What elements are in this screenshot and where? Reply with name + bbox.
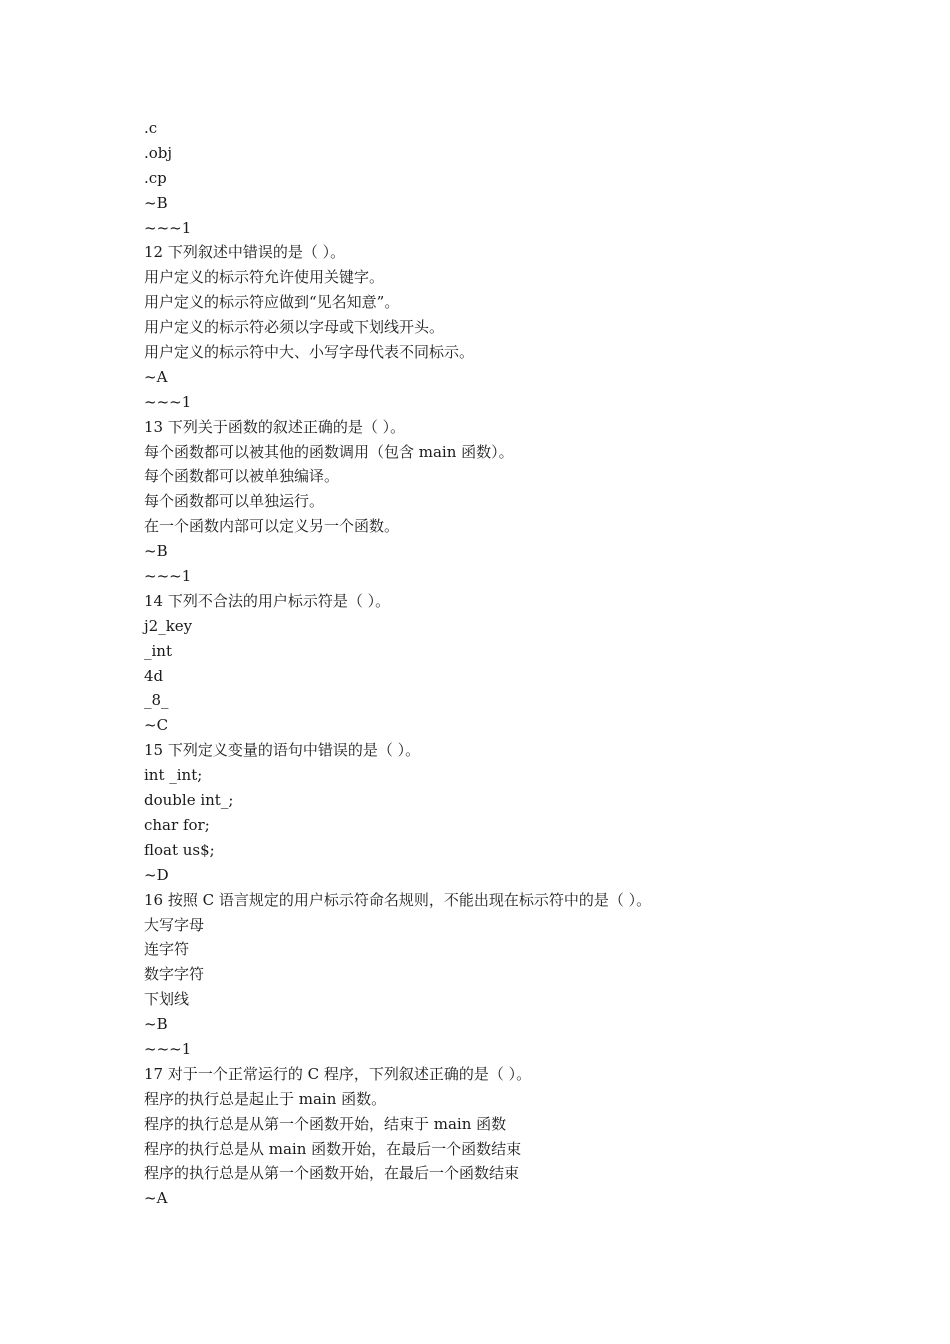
text-line: 程序的执行总是从第一个函数开始，在最后一个函数结束 (144, 1164, 520, 1183)
text-line: 每个函数都可以被单独编译。 (144, 467, 340, 486)
text-line: .c (144, 119, 158, 137)
text-line: 每个函数都可以被其他的函数调用（包含 main 函数）。 (144, 442, 514, 461)
text-line: int _int; (144, 766, 203, 785)
text-line: 用户定义的标示符允许使用关键字。 (144, 268, 385, 287)
text-line: ~A (144, 1189, 168, 1208)
text-line: 12 下列叙述中错误的是（ ）。 (144, 243, 346, 262)
text-line: ~~~1 (144, 392, 192, 411)
text-line: _8_ (144, 691, 169, 710)
text-line: double int_; (144, 791, 234, 810)
text-line: 用户定义的标示符应做到“见名知意”。 (144, 293, 400, 312)
text-line: 14 下列不合法的用户标示符是（ ）。 (144, 591, 391, 610)
text-line: 用户定义的标示符中大、小写字母代表不同标示。 (144, 343, 475, 362)
text-line: 用户定义的标示符必须以字母或下划线开头。 (144, 318, 445, 337)
text-line: 大写字母 (144, 915, 205, 934)
text-line: ~B (144, 193, 168, 212)
text-line: 连字符 (144, 940, 190, 959)
text-line: ~~~1 (144, 1039, 192, 1058)
text-line: 4d (144, 666, 164, 685)
text-line: .obj (144, 143, 173, 162)
text-line: 程序的执行总是从第一个函数开始，结束于 main 函数 (144, 1114, 507, 1133)
text-line: 程序的执行总是起止于 main 函数。 (144, 1089, 387, 1108)
text-line: ~~~1 (144, 218, 192, 237)
text-line: ~~~1 (144, 567, 192, 586)
text-line: char for; (144, 815, 210, 834)
text-line: 15 下列定义变量的语句中错误的是（ ）。 (144, 741, 421, 760)
text-line: ~A (144, 367, 168, 386)
text-line: 16 按照 C 语言规定的用户标示符命名规则，不能出现在标示符中的是（ ）。 (144, 890, 652, 909)
text-line: _int (144, 641, 172, 660)
text-line: 下划线 (144, 990, 190, 1009)
text-line: 17 对于一个正常运行的 C 程序，下列叙述正确的是（ ）。 (144, 1064, 532, 1083)
text-line: 数字字符 (144, 965, 205, 984)
text-line: j2_key (144, 616, 193, 635)
text-line: ~B (144, 542, 168, 561)
document-body (144, 116, 904, 1211)
text-line: 在一个函数内部可以定义另一个函数。 (144, 517, 400, 536)
text-line: 程序的执行总是从 main 函数开始，在最后一个函数结束 (144, 1139, 522, 1158)
text-line: ~C (144, 716, 169, 735)
text-line: 每个函数都可以单独运行。 (144, 492, 325, 511)
text-line: float us$; (144, 840, 215, 859)
text-line: ~D (144, 865, 169, 884)
text-line: ~B (144, 1015, 168, 1034)
text-line: 13 下列关于函数的叙述正确的是（ ）。 (144, 417, 406, 436)
text-line: .cp (144, 168, 167, 187)
